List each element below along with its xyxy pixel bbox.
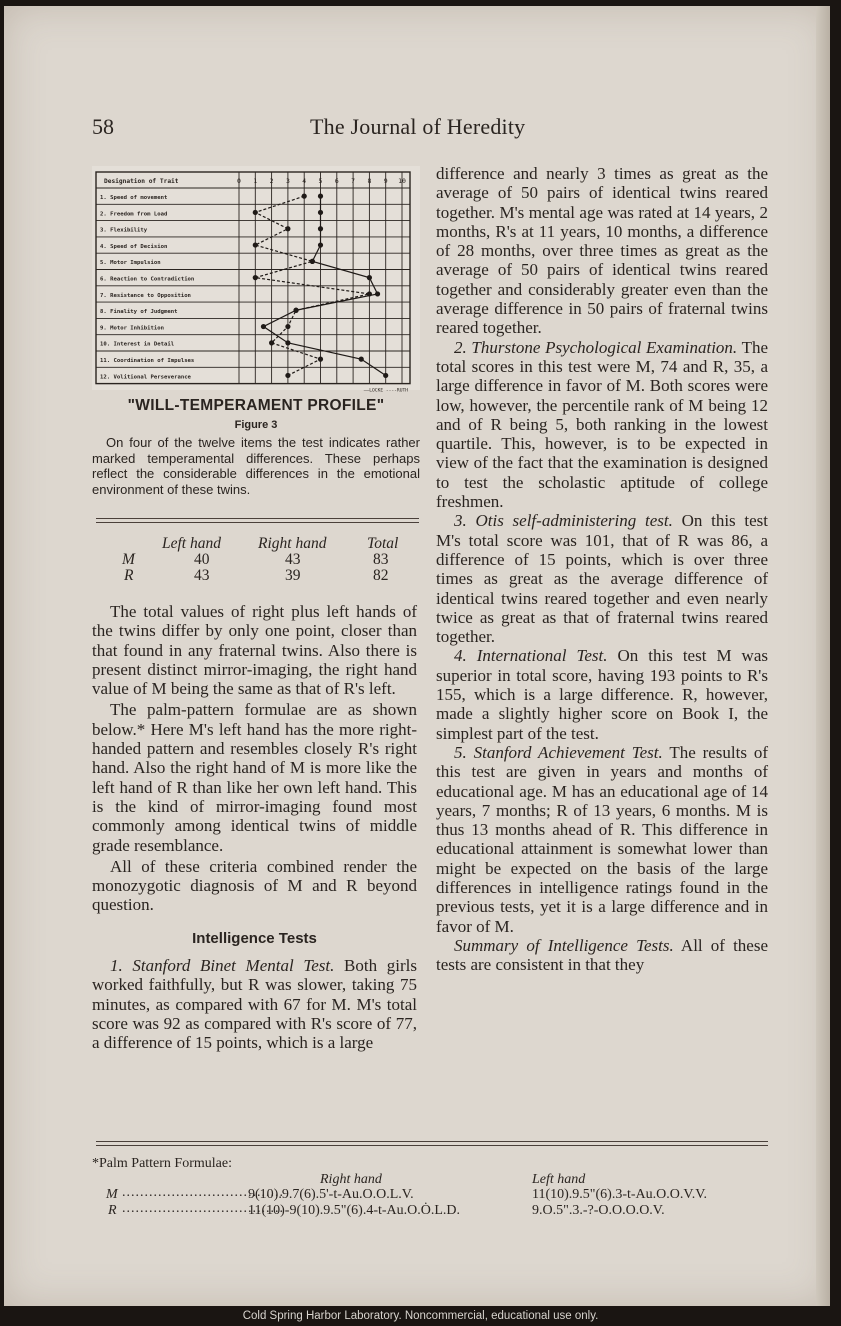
paragraph [436,646,768,742]
row-label: M [106,1187,118,1202]
hand-scores-table [92,536,417,584]
series-locke-point [318,242,323,247]
scale-tick-label: 2 [269,177,274,185]
paragraph-body: The results of this test are given in years and months of educational age. M has an educational age of 14 years, 7 months; R of 13 years, 6 months. M is thus 13 months ahead of R. This difference in educational attainment is somewhat lower than might be expected on the basis of the large differences in intelligence ratings found in the previous tests, yet it is a large difference and in favor of M. [436,742,768,936]
series-ruth-point [285,324,290,329]
footnote-row [92,1200,772,1219]
footnote-rule [96,1145,768,1146]
right-column-text [436,164,768,974]
cell-value: 43 [194,567,210,584]
scale-tick-label: 4 [302,177,307,185]
scale-tick-label: 0 [237,177,241,185]
trait-label: 8. Finality of Judgment [100,309,178,316]
paragraph [436,743,768,936]
left-column-text [92,602,417,1053]
journal-page [4,6,830,1306]
table-row [92,552,417,568]
paragraph: The palm-pattern formulae are as shown below.* Here M's left hand has the more right-handed pattern and resembles closely R's right hand. Also the right hand of M is more like the left hand of R than like her own left hand. This is the kind of mirror-imaging found most commonly among identical twins of middle grade resemblance. [92,700,417,855]
series-ruth-point [285,373,290,378]
section-heading: Intelligence Tests [192,929,317,947]
series-ruth-point [318,357,323,362]
row-label: R [108,1202,117,1218]
series-ruth-point [253,210,258,215]
series-locke-point [318,226,323,231]
paragraph-body: All of these tests are consistent in that they [436,935,768,975]
scale-tick-label: 6 [334,177,339,185]
cell-value: 82 [373,567,389,584]
chart-legend: ——LOCKE ----RUTH [363,388,408,394]
chart-header-label: Designation of Trait [104,178,179,185]
divider-rule [96,522,419,523]
cell-value: 39 [285,567,301,584]
paragraph-title: 2. Thurstone Psychological Examination. [454,337,738,357]
cell-value: 40 [194,551,210,568]
table-row [92,568,417,584]
divider-rule [96,518,419,519]
trait-label: 1. Speed of movement [100,195,168,201]
footnote-title-row [92,1156,772,1172]
cell-value: 83 [373,551,389,568]
paragraph-title: 3. Otis self-administering test. [454,511,673,531]
row-label: R [124,567,134,584]
series-ruth-point [302,194,307,199]
paragraph [436,511,768,646]
formula-value: 9.O.5".3.-?-O.O.O.O.V. [532,1202,665,1218]
trait-label: 4. Speed of Decision [100,243,168,250]
page-number: 58 [92,114,114,139]
series-locke-point [367,275,372,280]
journal-title: The Journal of Heredity [310,114,526,139]
figure-title: "WILL-TEMPERAMENT PROFILE" [127,397,385,414]
series-ruth-point [253,242,258,247]
paragraph [92,956,417,1052]
paragraph [436,936,768,975]
column-header: Right hand [258,535,327,552]
footnote-title: *Palm Pattern Formulae: [92,1156,232,1171]
formula-value: 11(10)-9(10).9.5"(6).4-t-Au.O.Ȯ.L.D. [248,1202,461,1218]
paragraph-title: Summary of Intelligence Tests. [454,935,674,955]
figure-label: Figure 3 [234,419,278,431]
cell-value: 43 [285,551,301,568]
paragraph-title: 4. International Test. [454,646,608,666]
series-locke-point [285,340,290,345]
trait-label: 6. Reaction to Contradiction [100,276,195,283]
series-locke-point [293,308,298,313]
trait-label: 10. Interest in Detail [100,341,175,348]
paragraph-body: Both girls worked faithfully, but R was slower, taking 75 minutes, as compared with 67 for M. M's total score was 92 as compared with R's score of 77, a difference of 15 points, which is a large [92,956,417,1053]
trait-label: 12. Volitional Perseverance [100,374,191,381]
series-ruth-point [253,275,258,280]
paragraph [436,338,768,512]
paragraph: The total values of right plus left hands of the twins differ by only one point, closer than that found in any fraternal twins. Also there is present distinct mirror-imaging, the right hand value of M being the same as that of R's left. [92,602,417,699]
palm-pattern-footnote [92,1156,772,1218]
figure-caption: On four of the twelve items the test indicates rather marked temperamental differences. These perhaps reflect the considerable differences in the emotional environment of these twins. [92,435,420,497]
series-locke-point [318,210,323,215]
series-locke-point [359,357,364,362]
scale-tick-label: 8 [367,177,372,185]
paragraph: All of these criteria combined render the monozygotic diagnosis of M and R beyond question. [92,856,417,915]
footnote-rule [96,1141,768,1142]
trait-label: 5. Motor Impulsion [100,260,161,267]
scale-tick-label: 5 [318,177,323,185]
row-label: M [122,551,135,568]
scale-tick-label: 1 [253,177,258,185]
trait-label: 9. Motor Inhibition [100,325,164,332]
series-locke-point [375,291,380,296]
trait-label: 2. Freedom from Load [100,211,168,218]
scale-tick-label: 7 [351,177,356,185]
scale-tick-label: 9 [383,177,388,185]
column-header: Right hand [320,1171,382,1187]
column-header: Left hand [162,535,221,552]
series-locke-point [383,373,388,378]
trait-label: 3. Flexibility [100,227,148,234]
formula-value: 11(10).9.5"(6).3-t-Au.O.O.V.V. [532,1187,707,1202]
series-locke-point [318,194,323,199]
paragraph-title: 1. Stanford Binet Mental Test. [110,956,335,976]
table-header-row [92,536,417,552]
page-header [4,114,830,144]
scale-tick-label: 10 [398,177,406,185]
archive-credit: Cold Spring Harbor Laboratory. Noncommercial, educational use only. [242,1310,599,1322]
trait-label: 11. Coordination of Impulses [100,358,195,364]
paragraph-body: On this test M was superior in total score, having 193 points to R's 155, which is a large difference. R, however, made a slightly higher score on Book I, the simplest part of the test. [436,646,768,743]
dot-leader: .................................... [122,1185,284,1200]
formula-value: 9(10).9.7(6).5'-t-Au.O.O.L.V. [248,1187,414,1202]
dot-leader: .................................... [122,1200,284,1216]
series-locke-point [310,259,315,264]
paragraph: difference and nearly 3 times as great as the average of 50 pairs of identical twins reared together. M's mental age was rated at 14 years, 2 months, R's at 11 years, 10 months, a difference of 28 months, over three times as great as the average of 50 pairs of identical twins reared together and considerably greater even than the average difference in 50 pairs of fraternal twins reared together. [436,164,768,338]
paragraph-body: On this test M's total score was 101, that of R was 86, a difference of 15 points, which is over three times as great as the average difference of identical twins reared together and even nearly twice as great as that of fraternal twins reared together. [436,511,768,647]
paragraph-title: 5. Stanford Achievement Test. [454,742,663,762]
column-header: Total [367,535,399,552]
page-spine-edge [816,6,830,1306]
series-locke-point [261,324,266,329]
paragraph-body: The total scores in this test were M, 74 and R, 35, a large difference in favor of M. Both scores were low, however, the percentile rank of M being 12 and of R being 5, both ranking in the lowest quartile. This, however, is to be expected in view of the fact that the examination is designed to test the scholastic aptitude of college freshmen. [436,337,768,512]
scale-tick-label: 3 [285,177,290,185]
will-temperament-chart [92,166,420,394]
column-header: Left hand [532,1171,586,1187]
figure-3 [92,166,420,497]
trait-label: 7. Resistance to Opposition [100,292,191,299]
series-ruth-point [269,340,274,345]
series-ruth-point [285,226,290,231]
